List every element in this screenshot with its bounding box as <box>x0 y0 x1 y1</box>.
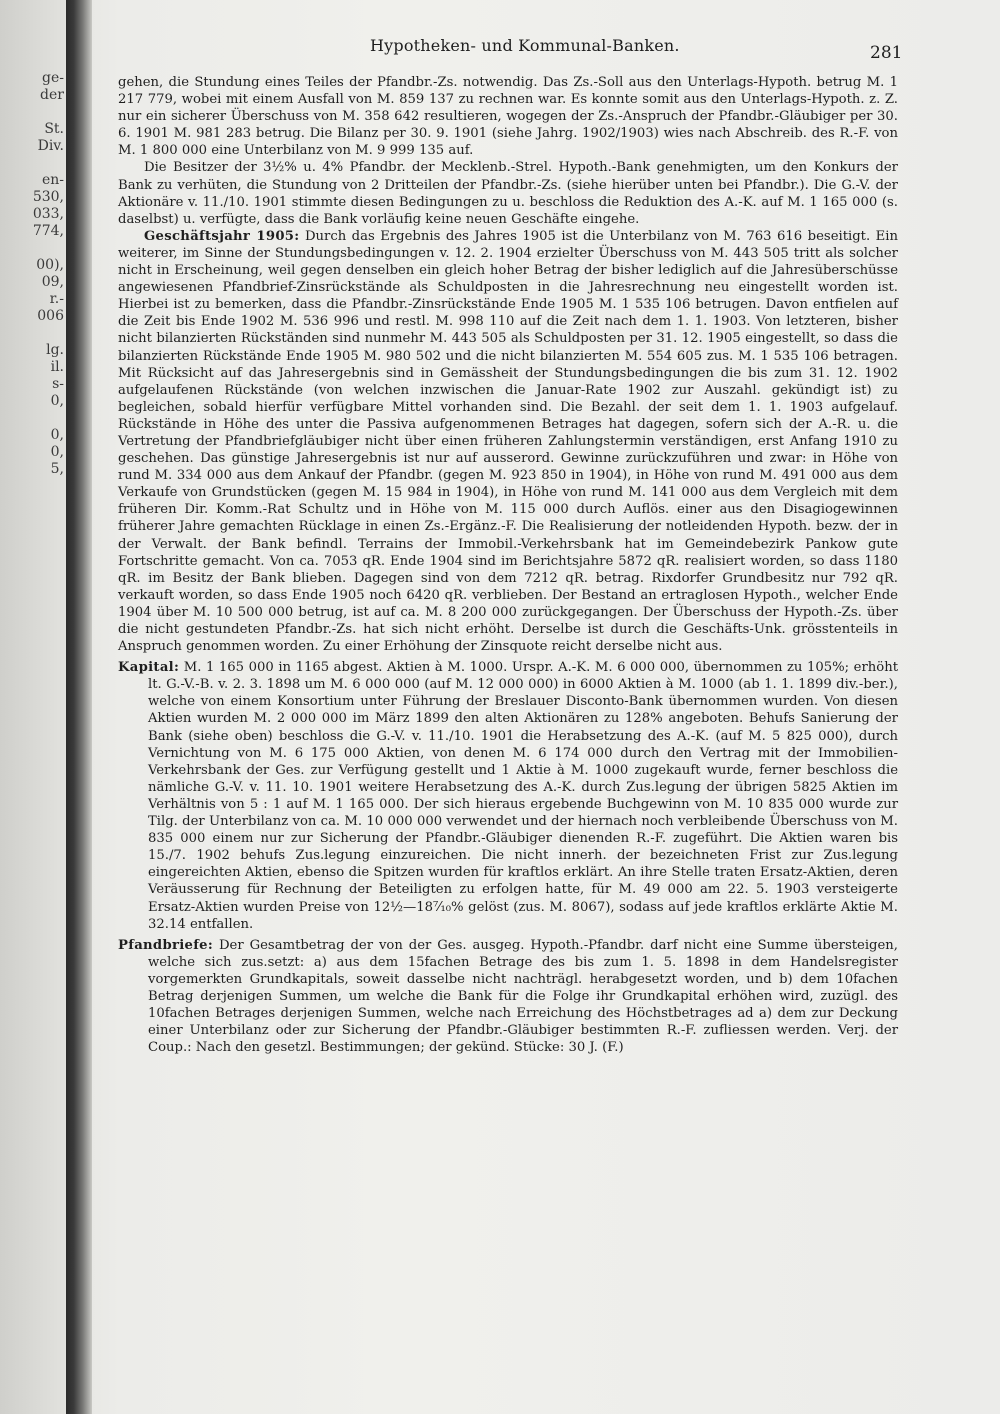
margin-fragment: der <box>40 87 64 103</box>
margin-fragment: 0, <box>50 427 64 443</box>
margin-fragment: 5, <box>50 461 64 477</box>
margin-fragment <box>0 495 64 512</box>
section-text-kapital: M. 1 165 000 in 1165 abgest. Aktien à M. 1000. Urspr. A.-K. M. 6 000 000, übernommen zu 105%; erhöht lt. G.-V.-B. v. 2. 3. 1898 um M. 6 000 000 (auf M. 12 000 000) in 6000 Aktien à M. 1000 (ab 1. 1. 1899 div.-ber.), welche von einem Konsortium unter Führung der Breslauer Disconto-Bank übernommen wurden. Von diesen Aktien wurden M. 2 000 000 im März 1899 den alten Aktionären zu 128% angeboten. Behufs Sanierung der Bank (siehe oben) beschloss die G.-V. v. 11./10. 1901 die Herabsetzung des A.-K. (auf M. 5 825 000), durch Vernichtung von M. 6 175 000 Aktien, von denen M. 6 174 000 durch den Vertrag mit der Immobilien-Verkehrsbank der Ges. zur Verfügung gestellt und 1 Aktie à M. 1000 zugekauft wurde, ferner beschloss die nämliche G.-V. v. 11. 10. 1901 weitere Herabsetzung des A.-K. durch Zus.legung der übrigen 5825 Aktien im Verhältnis von 5 : 1 auf M. 1 165 000. Der sich hieraus ergebende Buchgewinn von M. 10 835 000 wurde zur Tilg. der Unterbilanz von ca. M. 10 000 000 verwendet und der hiernach noch verbleibende Überschuss von M. 835 000 einem nur zur Sicherung der Pfandbr.-Gläubiger dienenden R.-F. zugeführt. Die Aktien waren bis 15./7. 1902 behufs Zus.legung einzureichen. Die nicht innerh. der bezeichneten Frist zur Zus.legung eingereichten Aktien, ebenso die Spitzen wurden für kraftlos erklärt. An ihre Stelle traten Ersatz-Aktien, deren Veräusserung für Rechnung der Beteiligten zu erfolgen hatte, für M. 49 000 am 22. 5. 1903 versteigerte Ersatz-Aktien wurden Preise von 12½—18⁷⁄₁₀% gelöst (zus. M. 8067), sodass auf jede kraftlos erklärte Aktie M. 32.14 entfallen. <box>148 660 898 932</box>
margin-fragment <box>0 478 64 495</box>
section-heading-geschaeftsjahr: Geschäftsjahr 1905: <box>144 228 300 244</box>
margin-fragment: 0, <box>50 393 64 409</box>
margin-fragment <box>0 240 64 257</box>
previous-page-margin-text <box>0 70 64 614</box>
margin-fragment: 033, <box>32 206 64 222</box>
section-text-geschaeftsjahr: Durch das Ergebnis des Jahres 1905 ist die Unterbilanz von M. 763 616 beseitigt. Ein weiterer, im Sinne der Stundungsbedingungen v. 12. 2. 1904 erzielter Überschuss von M. 443 505 tritt als solcher nicht in Erscheinung, weil gegen denselben ein gleich hoher Betrag der bisher lediglich auf die Jahresüberschüsse angewiesenen Pfandbrief-Zinsrückstände als Schuldposten in die Jahresrechnung neu eingestellt worden ist. Hierbei ist zu bemerken, dass die Pfandbr.-Zinsrückstände Ende 1905 M. 1 535 106 betrugen. Davon entfielen auf die Zeit bis Ende 1902 M. 536 996 und restl. M. 998 110 auf die Zeit nach dem 1. 1. 1903. Von letzteren, bisher nicht bilanzierten Rückständen sind nunmehr M. 443 505 als Schuldposten per 31. 12. 1905 eingestellt, so dass die bilanzierten Rückstände Ende 1905 M. 980 502 und die nicht bilanzierten M. 554 605 zus. M. 1 535 106 betragen. Mit Rücksicht auf das Jahresergebnis sind in Gemässheit der Stundungsbedingungen die bis zum 31. 12. 1902 aufgelaufenen Rückstände (von welchen inzwischen die Januar-Rate 1902 zur Auszahl. gekündigt ist) zu begleichen, sobald hierfür verfügbare Mittel vorhanden sind. Die Bezahl. der seit dem 1. 1. 1903 aufgelauf. Rückstände in Höhe des unter die Passiva aufgenommenen Betrages hat dagegen, sofern sich der A.-R. u. die Vertretung der Pfandbriefgläubiger nicht über einen früheren Zahlungstermin verständigen, erst Anfang 1910 zu geschehen. Das günstige Jahresergebnis ist nur auf ausserord. Gewinne zurückzuführen und zwar: in Höhe von rund M. 334 000 aus dem Ankauf der Pfandbr. (gegen M. 923 850 in 1904), in Höhe von rund M. 491 000 aus dem Verkaufe von Grundstücken (gegen M. 15 984 in 1904), in Höhe von rund M. 141 000 aus dem Vergleich mit dem früheren Dir. Komm.-Rat Schultz und in Höhe von M. 115 000 durch Auflös. einer aus den Disagiogewinnen früherer Jahre gemachten Rücklage in einen Zs.-Ergänz.-F. Die Realisierung der notleidenden Hypoth. bezw. der in der Verwalt. der Bank befindl. Terrains der Immobil.-Verkehrsbank hat im Gemeindebezirk Pankow gute Fortschritte gemacht. Von ca. 7053 qR. Ende 1904 sind im Berichtsjahre 5872 qR. realisiert worden, so dass 1180 qR. im Besitz der Bank blieben. Dagegen sind von dem 7212 qR. betrag. Rixdorfer Grundbesitz nur 792 qR. verkauft worden, so dass Ende 1905 noch 6420 qR. verblieben. Der Bestand an ertraglosen Hypoth., welcher Ende 1904 über M. 10 500 000 betrug, ist auf ca. M. 8 200 000 zurückgegangen. Der Überschuss der Hypoth.-Zs. über die nicht gestundeten Pfandbr.-Zs. hat sich nicht erhöht. Derselbe ist durch die Geschäfts-Unk. grösstenteils in Anspruch genommen worden. Zu einer Erhöhung der Zinsquote reicht derselbe nicht aus. <box>118 228 898 655</box>
margin-fragment <box>0 580 64 597</box>
margin-fragment: s- <box>52 376 64 392</box>
margin-fragment: Div. <box>37 138 64 154</box>
margin-fragment <box>0 155 64 172</box>
margin-fragment <box>0 410 64 427</box>
margin-fragment <box>0 529 64 546</box>
margin-fragment <box>0 325 64 342</box>
paragraph-intro: gehen, die Stundung eines Teiles der Pfandbr.-Zs. notwendig. Das Zs.-Soll aus den Unterlags-Hypoth. betrug M. 1 217 779, wobei mit einem Ausfall von M. 859 137 zu rechnen war. Es konnte somit aus den Unterlags-Hypoth. z. Z. nur ein sicherer Überschuss von M. 358 642 resultieren, wogegen der Zs.-Anspruch der Pfandbr.-Gläubiger per 30. 6. 1901 M. 981 283 betrug. Die Bilanz per 30. 9. 1901 (siehe Jahrg. 1902/1903) wies nach Abschreib. des R.-F. von M. 1 800 000 eine Unterbilanz von M. 9 999 135 auf. <box>118 75 898 159</box>
margin-fragment: lg. <box>46 342 64 358</box>
margin-fragment: 530, <box>32 189 64 205</box>
margin-fragment <box>0 546 64 563</box>
paragraph-kapital <box>118 659 898 933</box>
paragraph-geschaeftsjahr-1905 <box>118 228 898 655</box>
main-text-column <box>118 74 898 1056</box>
section-text-pfandbriefe: Der Gesamtbetrag der von der Ges. ausgeg. Hypoth.-Pfandbr. darf nicht eine Summe übersteigen, welche sich zus.setzt: a) aus dem 15fachen Betrage des bis zum 1. 5. 1898 in dem Handelsregister vorgemerkten Grundkapitals, soweit dasselbe nicht nachträgl. herabgesetzt worden, und b) dem 10fachen Betrag derjenigen Summen, um welche die Bank für die Folge ihr Grundkapital erhöhen wird, zuzügl. des 10fachen Betrages derjenigen Summen, welche nach Erreichung des Höchstbetrages ad a) dem zur Deckung einer Unterbilanz oder zur Sicherung der Pfandbr.-Gläubiger bestimmten R.-F. zufliessen werden. Verj. der Coup.: Nach den gesetzl. Bestimmungen; der gekünd. Stücke: 30 J. (F.) <box>148 937 898 1056</box>
section-heading-kapital: Kapital: <box>118 660 180 676</box>
margin-fragment <box>0 104 64 121</box>
margin-fragment: il. <box>50 359 64 375</box>
margin-fragment: St. <box>44 121 64 137</box>
section-heading-pfandbriefe: Pfandbriefe: <box>118 937 214 953</box>
margin-fragment: 006 <box>37 308 64 324</box>
running-header: Hypotheken- und Kommunal-Banken. <box>370 36 680 55</box>
margin-fragment: 0, <box>50 444 64 460</box>
margin-fragment: ge- <box>42 70 64 86</box>
margin-fragment: 09, <box>41 274 64 290</box>
margin-fragment <box>0 597 64 614</box>
margin-fragment <box>0 563 64 580</box>
paragraph-pfandbriefe <box>118 937 898 1057</box>
margin-fragment: 00), <box>36 257 64 273</box>
margin-fragment: en- <box>41 172 64 188</box>
margin-fragment: r.- <box>49 291 64 307</box>
page-number: 281 <box>870 43 903 63</box>
book-spine-shadow <box>66 0 92 1414</box>
paragraph-pfandbr-owners: Die Besitzer der 3½% u. 4% Pfandbr. der Mecklenb.-Strel. Hypoth.-Bank genehmigten, um den Konkurs der Bank zu verhüten, die Stundung von 2 Dritteilen der Pfandbr.-Zs. (siehe hierüber unten bei Pfandbr.). Die G.-V. der Aktionäre v. 11./10. 1901 stimmte diesen Bedingungen zu u. beschloss die Reduktion des A.-K. auf M. 1 165 000 (s. daselbst) u. verfügte, dass die Bank vorläufig keine neuen Geschäfte eingehe. <box>118 160 898 227</box>
margin-fragment <box>0 512 64 529</box>
margin-fragment: 774, <box>32 223 64 239</box>
